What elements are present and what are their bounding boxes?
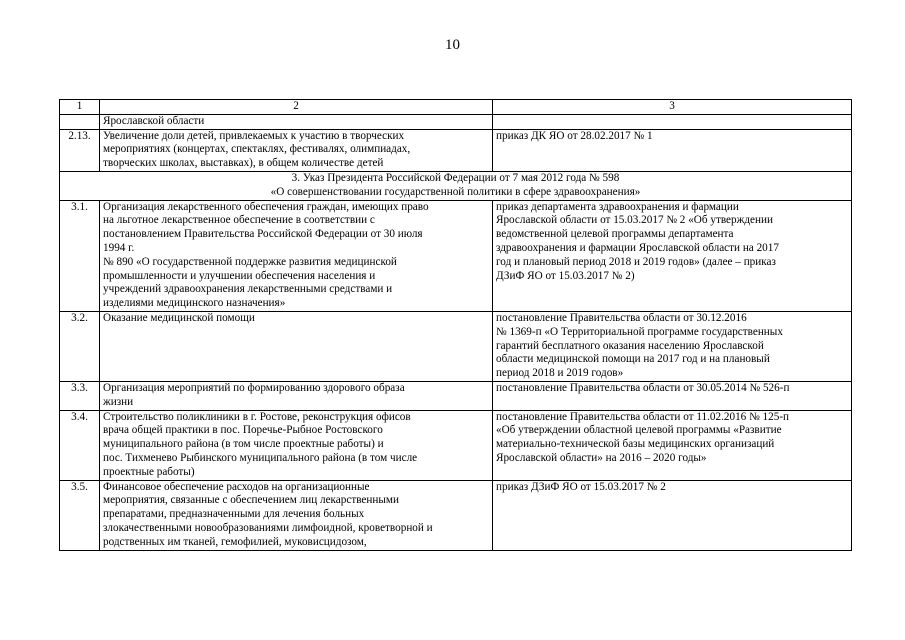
document-cell: постановление Правительства области от 30.05.2014 № 526-п	[493, 381, 852, 410]
measure-cell: Финансовое обеспечение расходов на организационные мероприятия, связанные с обеспечением лиц лекарственными препаратами, предназначенными для лечения больных злокачественными новообразованиями лимфоидной, кроветворной и родственных им тканей, гемофилией, муковисцидозом,	[100, 480, 493, 550]
column-header: 3	[493, 100, 852, 115]
document-cell: постановление Правительства области от 11.02.2016 № 125-п «Об утверждении областной целевой программы «Развитие материально-технической базы медицинских организаций Ярославской области» на 2016 – 2020 годы»	[493, 410, 852, 480]
row-number-cell: 3.5.	[60, 480, 100, 550]
measure-cell: Оказание медицинской помощи	[100, 311, 493, 381]
table-row	[60, 311, 852, 381]
document-cell: приказ департамента здравоохранения и фармации Ярославской области от 15.03.2017 № 2 «Об утверждении ведомственной целевой программы департамента здравоохранения и фармации Ярославской области на 2017 год и плановый период 2018 и 2019 годов» (далее – приказ ДЗиФ ЯО от 15.03.2017 № 2)	[493, 200, 852, 311]
table-row	[60, 200, 852, 311]
row-number-cell: 3.3.	[60, 381, 100, 410]
page-number: 10	[445, 37, 460, 53]
row-number-cell: 3.4.	[60, 410, 100, 480]
measure-cell: Организация мероприятий по формированию здорового образа жизни	[100, 381, 493, 410]
row-number-cell: 3.1.	[60, 200, 100, 311]
document-cell: приказ ДЗиФ ЯО от 15.03.2017 № 2	[493, 480, 852, 550]
column-header: 1	[60, 100, 100, 115]
table-row	[60, 480, 852, 550]
table-row	[60, 129, 852, 171]
table-row	[60, 410, 852, 480]
table-body	[60, 100, 852, 551]
row-number-cell: 2.13.	[60, 129, 100, 171]
row-number-cell	[60, 114, 100, 129]
table-row	[60, 381, 852, 410]
continuation-row	[60, 114, 852, 129]
measure-cell: Организация лекарственного обеспечения граждан, имеющих право на льготное лекарственное обеспечение в соответствии с постановлением Правительства Российской Федерации от 30 июля 1994 г. № 890 «О государственной поддержке развития медицинской промышленности и улучшении обеспечения населения и учреждений здравоохранения лекарственными средствами и изделиями медицинского назначения»	[100, 200, 493, 311]
section-heading: 3. Указ Президента Российской Федерации от 7 мая 2012 года № 598 «О совершенствовании государственной политики в сфере здравоохранения»	[60, 171, 852, 200]
row-number-cell: 3.2.	[60, 311, 100, 381]
measures-table	[59, 99, 852, 551]
document-cell: приказ ДК ЯО от 28.02.2017 № 1	[493, 129, 852, 171]
section-heading-row	[60, 171, 852, 200]
measure-cell: Увеличение доли детей, привлекаемых к участию в творческих мероприятиях (концертах, спектаклях, фестивалях, олимпиадах, творческих школах, выставках), в общем количестве детей	[100, 129, 493, 171]
column-header: 2	[100, 100, 493, 115]
document-cell: постановление Правительства области от 30.12.2016 № 1369-п «О Территориальной программе государственных гарантий бесплатного оказания населению Ярославской области медицинской помощи на 2017 год и на плановый период 2018 и 2019 годов»	[493, 311, 852, 381]
measure-cell: Строительство поликлиники в г. Ростове, реконструкция офисов врача общей практики в пос. Поречье-Рыбное Ростовского муниципального района (в том числе проектные работы) и пос. Тихменево Рыбинского муниципального района (в том числе проектные работы)	[100, 410, 493, 480]
table-header-row	[60, 100, 852, 115]
document-cell	[493, 114, 852, 129]
continuation-text: Ярославской области	[100, 114, 493, 129]
